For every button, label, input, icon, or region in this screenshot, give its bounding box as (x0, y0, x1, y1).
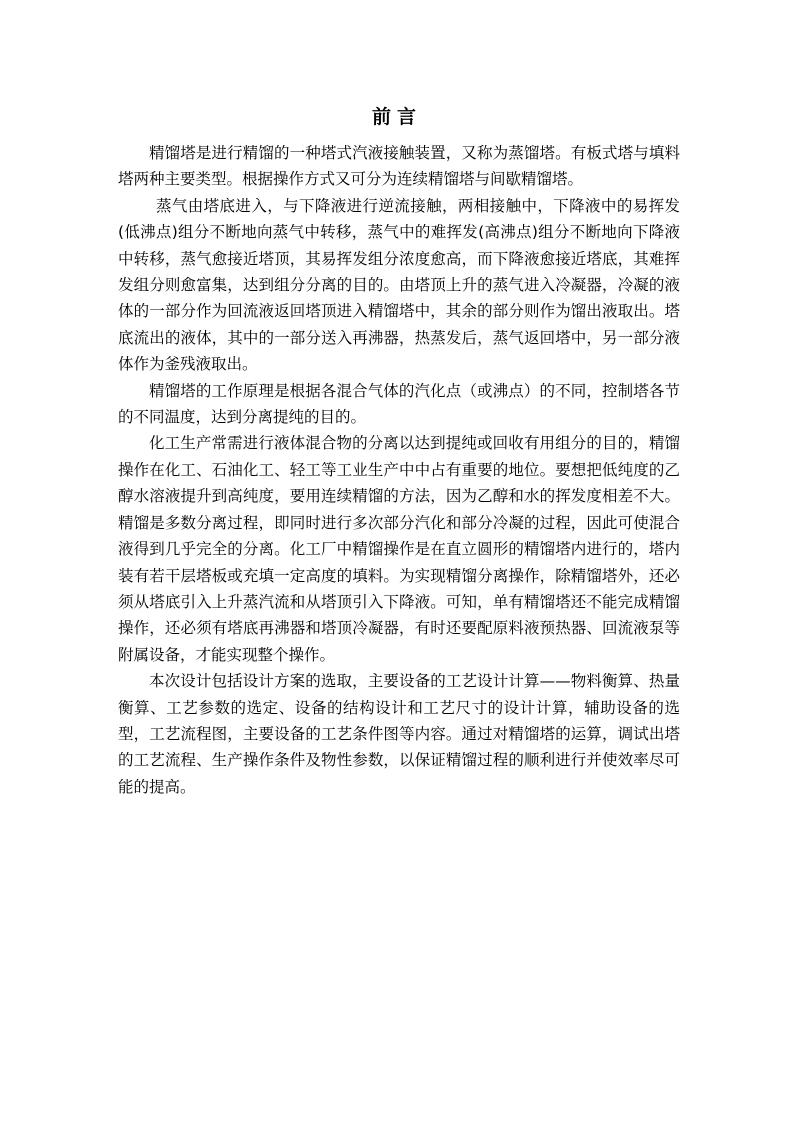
paragraph-4: 化工生产常需进行液体混合物的分离以达到提纯或回收有用组分的目的，精馏操作在化工、石油化工、轻工等工业生产中中占有重要的地位。要想把低纯度的乙醇水溶液提升到高纯度，要用连续精馏的方法，因为乙醇和水的挥发度相差不大。精馏是多数分离过程，即同时进行多次部分汽化和部分冷凝的过程，因此可使混合液得到几乎完全的分离。化工厂中精馏操作是在直立圆形的精馏塔内进行的，塔内装有若干层塔板或充填一定高度的填料。为实现精馏分离操作，除精馏塔外，还必须从塔底引入上升蒸汽流和从塔顶引入下降液。可知，单有精馏塔还不能完成精馏操作，还必须有塔底再沸器和塔顶冷凝器，有时还要配原料液预热器、回流液泵等附属设备，才能实现整个操作。 (118, 434, 680, 664)
page-title: 前言 (371, 106, 422, 128)
paragraph-3: 精馏塔的工作原理是根据各混合气体的汽化点（或沸点）的不同，控制塔各节的不同温度，达到分离提纯的目的。 (118, 381, 680, 427)
document-body (118, 140, 680, 800)
paragraph-2: 蒸气由塔底进入，与下降液进行逆流接触，两相接触中，下降液中的易挥发(低沸点)组分不断地向蒸气中转移，蒸气中的难挥发(高沸点)组分不断地向下降液中转移，蒸气愈接近塔顶，其易挥发组分浓度愈高，而下降液愈接近塔底，其难挥发组分则愈富集，达到组分分离的目的。由塔顶上升的蒸气进入冷凝器，冷凝的液体的一部分作为回流液返回塔顶进入精馏塔中，其余的部分则作为馏出液取出。塔底流出的液体，其中的一部分送入再沸器，热蒸发后，蒸气返回塔中，另一部分液体作为釜残液取出。 (118, 196, 680, 374)
paragraph-1: 精馏塔是进行精馏的一种塔式汽液接触装置，又称为蒸馏塔。有板式塔与填料塔两种主要类型。根据操作方式又可分为连续精馏塔与间歇精馏塔。 (118, 144, 680, 189)
paragraph-5: 本次设计包括设计方案的选取，主要设备的工艺设计计算——物料衡算、热量衡算、工艺参数的选定、设备的结构设计和工艺尺寸的设计计算，辅助设备的选型，工艺流程图，主要设备的工艺条件图等内容。通过对精馏塔的运算，调试出塔的工艺流程、生产操作条件及物性参数，以保证精馏过程的顺利进行并使效率尽可能的提高。 (118, 672, 680, 796)
